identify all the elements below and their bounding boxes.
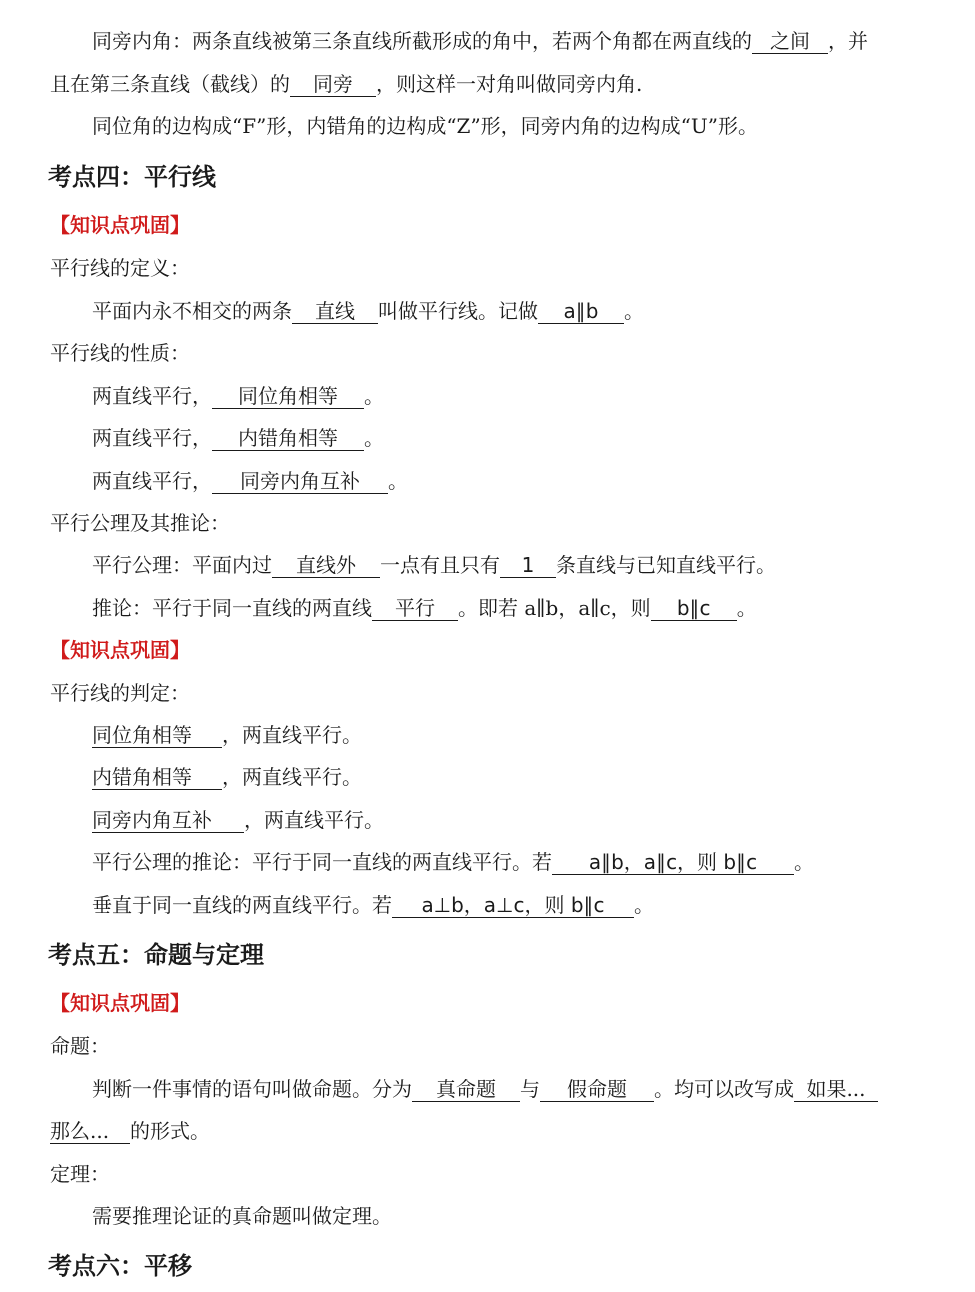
answer-blank: 内错角相等: [92, 765, 222, 790]
corollary-line: [92, 593, 757, 623]
answer-blank: 假命题: [540, 1077, 654, 1102]
answer-blank: 之间: [752, 29, 828, 54]
judgement-label: 平行线的判定：: [50, 681, 190, 705]
axiom-line: [92, 550, 776, 580]
proposition-line: [92, 1074, 878, 1104]
intro-line-2: [50, 69, 642, 99]
answer-blank: 直线外: [272, 553, 380, 578]
knowledge-tag: 【知识点巩固】: [50, 638, 190, 662]
text: 同旁内角：两条直线被第三条直线所截形成的角中，若两个角都在两直线的: [92, 29, 752, 53]
text: 垂直于同一直线的两直线平行。若: [92, 893, 392, 917]
answer-blank: 那么...: [50, 1119, 130, 1144]
text: 的形式。: [130, 1119, 210, 1143]
text: 一点有且只有: [380, 553, 500, 577]
text: 。: [736, 596, 757, 620]
judgement-line: [92, 847, 814, 877]
text: 判断一件事情的语句叫做命题。分为: [92, 1077, 412, 1101]
text: 。均可以改写成: [654, 1077, 794, 1101]
text: 且在第三条直线（截线）的: [50, 72, 290, 96]
property-line: [92, 381, 384, 411]
text: 。: [624, 299, 644, 323]
text: 。: [794, 850, 814, 874]
section-title: 考点五：命题与定理: [48, 941, 264, 969]
answer-blank: a∥b，a∥c，则 b∥c: [552, 850, 794, 875]
text: ，并: [828, 29, 868, 53]
answer-blank: 同旁内角互补: [92, 808, 244, 833]
property-line: [92, 423, 384, 453]
text: 与: [520, 1077, 540, 1101]
answer-blank: a∥b: [538, 299, 624, 324]
section-title: 考点六：平移: [48, 1252, 192, 1280]
axiom-label: 平行公理及其推论：: [50, 511, 230, 535]
property-label: 平行线的性质：: [50, 341, 190, 365]
text: 叫做平行线。记做: [378, 299, 538, 323]
definition-line: [92, 296, 644, 326]
answer-blank: b∥c: [651, 596, 737, 621]
answer-blank: 真命题: [412, 1077, 520, 1102]
answer-blank: 同位角相等: [212, 384, 364, 409]
text: ，两直线平行。: [222, 765, 362, 789]
intro-line-3: 同位角的边构成“F”形，内错角的边构成“Z”形，同旁内角的边构成“U”形。: [92, 114, 758, 138]
property-line: [92, 466, 408, 496]
text: ，两直线平行。: [222, 723, 362, 747]
text: 平行公理的推论：平行于同一直线的两直线平行。若: [92, 850, 552, 874]
text: 推论：平行于同一直线的两直线: [92, 596, 372, 620]
answer-blank: 同位角相等: [92, 723, 222, 748]
judgement-line: [92, 805, 384, 835]
text: 两直线平行，: [92, 426, 212, 450]
answer-blank: 平行: [372, 596, 458, 621]
answer-blank: 同旁: [290, 72, 376, 97]
text: 两直线平行，: [92, 469, 212, 493]
answer-blank: 如果...: [794, 1077, 878, 1102]
answer-blank: a⊥b，a⊥c，则 b∥c: [392, 893, 634, 918]
text: 。: [364, 426, 384, 450]
answer-blank: 同旁内角互补: [212, 469, 388, 494]
answer-blank: 内错角相等: [212, 426, 364, 451]
proposition-line-cont: [50, 1116, 210, 1146]
theorem-label: 定理：: [50, 1162, 110, 1186]
judgement-line: [92, 890, 654, 920]
theorem-line: 需要推理论证的真命题叫做定理。: [92, 1204, 392, 1228]
text: 。: [364, 384, 384, 408]
judgement-line: [92, 720, 362, 750]
intro-line-1: [92, 26, 868, 56]
knowledge-tag: 【知识点巩固】: [50, 991, 190, 1015]
text: 两直线平行，: [92, 384, 212, 408]
text: 平行公理：平面内过: [92, 553, 272, 577]
answer-blank: 直线: [292, 299, 378, 324]
text: 。即若 a∥b，a∥c，则: [458, 596, 651, 620]
text: 。: [388, 469, 408, 493]
text: ，则这样一对角叫做同旁内角.: [376, 72, 643, 96]
proposition-label: 命题：: [50, 1034, 110, 1058]
text: 。: [634, 893, 654, 917]
text: 平面内永不相交的两条: [92, 299, 292, 323]
text: ，两直线平行。: [244, 808, 384, 832]
knowledge-tag: 【知识点巩固】: [50, 213, 190, 237]
judgement-line: [92, 762, 362, 792]
answer-blank: 1: [500, 553, 556, 578]
section-title: 考点四：平行线: [48, 163, 216, 191]
definition-label: 平行线的定义：: [50, 256, 190, 280]
text: 条直线与已知直线平行。: [556, 553, 776, 577]
